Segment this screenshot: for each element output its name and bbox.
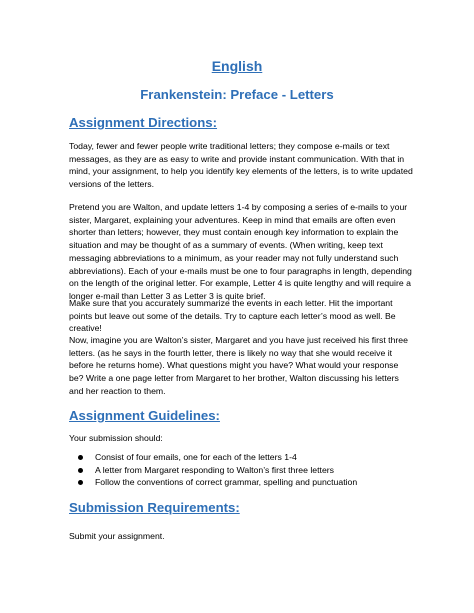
guidelines-list: [69, 451, 357, 489]
list-item: [69, 464, 357, 477]
bullet-icon: [78, 480, 83, 485]
directions-paragraph: Today, fewer and fewer people write traditional letters; they compose e-mails or text messages, as they are as easy to write and provide instant communication. With that in mind, your assignment, to help you identify key elements of the letters, is to write updated versions of the letters.: [69, 141, 413, 190]
bullet-icon: [78, 468, 83, 473]
list-item-text: Follow the conventions of correct grammar, spelling and punctuation: [95, 477, 358, 488]
directions-heading-text: Assignment Directions:: [69, 115, 218, 130]
submission-heading-text: Submission Requirements:: [69, 500, 240, 515]
document-title: [0, 58, 474, 75]
directions-paragraph: Make sure that you accurately summarize the events in each letter. Hit the important points but leave out some of the details. Try to capture each letter’s mood as well. Be creative!: [69, 298, 396, 334]
list-item-text: Consist of four emails, one for each of the letters 1-4: [95, 452, 297, 462]
list-item: [69, 476, 357, 489]
directions-heading: [69, 115, 217, 131]
guidelines-heading: [69, 408, 220, 424]
guidelines-intro: Your submission should:: [69, 433, 163, 443]
list-item: [69, 451, 357, 464]
directions-paragraph: Now, imagine you are Walton’s sister, Margaret and you have just received his first three letters. (as he says in the fourth letter, there is likely no way that she would receive it before he returns home). What questions might you have? What would your response be? Write a one page letter from Margaret to her brother, Walton discussing his letters and her reaction to them.: [69, 335, 408, 396]
guidelines-heading-text: Assignment Guidelines:: [69, 408, 220, 423]
bullet-icon: [78, 455, 83, 460]
document-title-text: English: [211, 58, 263, 74]
submission-heading: [69, 500, 240, 516]
list-item-text: A letter from Margaret responding to Walton’s first three letters: [95, 464, 335, 475]
directions-paragraph: Pretend you are Walton, and update letters 1-4 by composing a series of e-mails to your sister, Margaret, explaining your adventures. Keep in mind that emails are often even shorter than letters; however, they must contain enough key information to explain the situation and may be thought of as a summary of events. (When writing, keep text messaging abbreviations to a minimum, as your reader may not fully understand such abbreviations). Each of your e-mails must be one to four paragraphs in length, depending on the length of the original letter. For example, Letter 4 is quite lengthy and will require a longer e-mail than Letter 3 as Letter 3 is quite brief.: [69, 202, 412, 301]
submission-text: Submit your assignment.: [69, 531, 165, 541]
document-subtitle: Frankenstein: Preface - Letters: [140, 87, 334, 102]
